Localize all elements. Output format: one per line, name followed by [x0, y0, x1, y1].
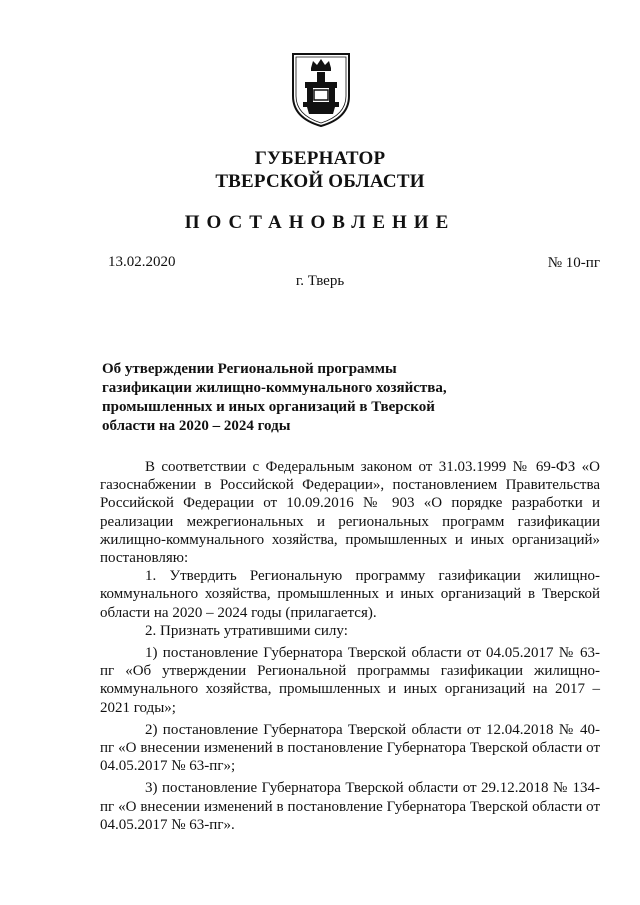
document-city: г. Тверь [295, 273, 345, 289]
item-2-2-paragraph: 2) постановление Губернатора Тверской области от 12.04.2018 № 40-пг «О внесении изменений в постановление Губернатора Тверской области от 04.05.2017 № 63-пг»; [100, 721, 600, 775]
item-2-paragraph: 2. Признать утратившими силу: [145, 622, 348, 639]
coat-of-arms-icon [291, 52, 351, 128]
item-2-3-paragraph: 3) постановление Губернатора Тверской области от 29.12.2018 № 134-пг «О внесении изменений в постановление Губернатора Тверской области от 04.05.2017 № 63-пг». [100, 780, 600, 833]
authority-title: ГУБЕРНАТОР [254, 148, 386, 169]
document-type: ПОСТАНОВЛЕНИЕ [184, 212, 456, 233]
document-date: 13.02.2020 [108, 254, 176, 270]
document-title: Об утверждении Региональной программы газификации жилищно-коммунального хозяйства, промышленных и иных организаций в Тверской области на 2020 – 2024 годы [102, 361, 447, 434]
item-1-paragraph: 1. Утвердить Региональную программу газификации жилищно-коммунального хозяйства, промышленных и иных организаций в Тверской области на 2020 – 2024 годы (прилагается). [100, 568, 600, 621]
document-number: № 10-пг [547, 255, 600, 271]
item-2-1-paragraph: 1) постановление Губернатора Тверской области от 04.05.2017 № 63-пг «Об утверждении Региональной программы газификации жилищно-коммунального хозяйства, промышленных и иных организаций на 2017 – 2021 годы»; [100, 645, 600, 716]
document-body [100, 458, 600, 834]
preamble-paragraph: В соответствии с Федеральным законом от 31.03.1999 № 69-ФЗ «О газоснабжении в Российской Федерации», постановлением Правительства Российской Федерации от 10.09.2016 № 903 «О порядке разработки и реализации межрегиональных и региональных программ газификации жилищно-коммунального хозяйства, промышленных и иных организаций» постановляю: [100, 459, 600, 567]
authority-region: ТВЕРСКОЙ ОБЛАСТИ [215, 171, 425, 192]
